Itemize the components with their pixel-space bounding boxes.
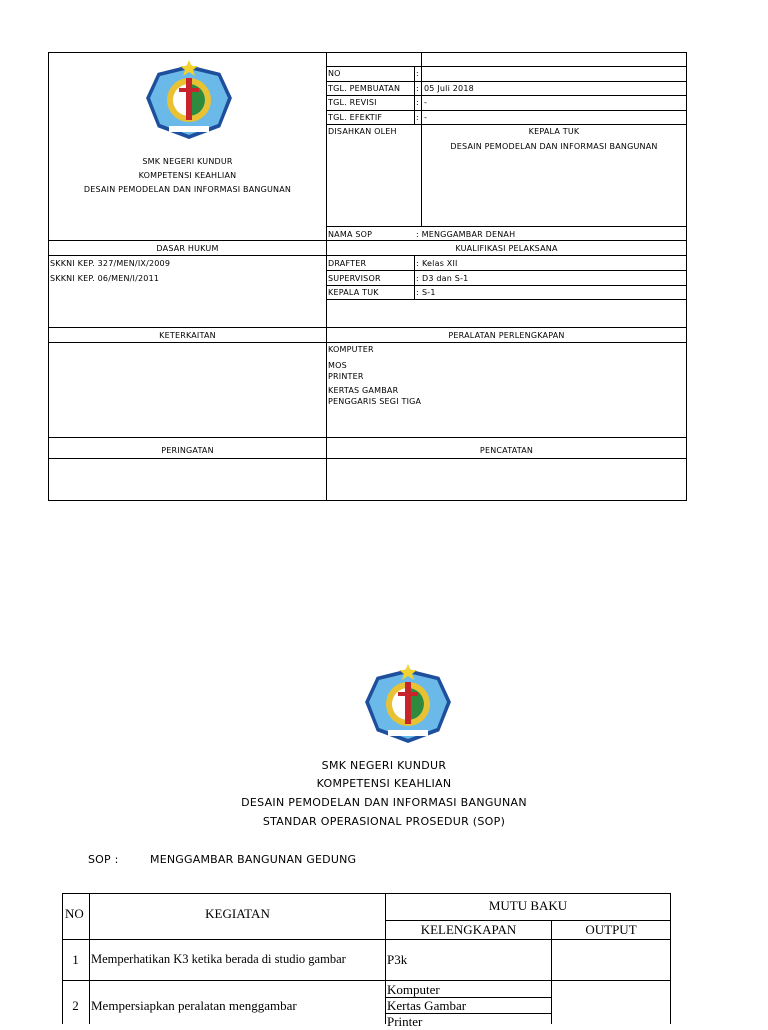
created-label: TGL. PEMBUATAN <box>328 84 401 93</box>
equipment-heading: PERALATAN PERLENGKAPAN <box>448 331 565 340</box>
approver-program: DESAIN PEMODELAN DAN INFORMASI BANGUNAN <box>450 142 658 151</box>
linkage-heading: KETERKAITAN <box>159 331 216 340</box>
school-logo <box>141 58 237 144</box>
legal-basis-heading: DASAR HUKUM <box>156 244 219 253</box>
qual-value: D3 dan S-1 <box>422 274 469 283</box>
program-name: DESAIN PEMODELAN DAN INFORMASI BANGUNAN <box>241 796 527 809</box>
legal-item: SKKNI KEP. 06/MEN/I/2011 <box>50 274 160 283</box>
sop-name-label: NAMA SOP <box>328 230 373 239</box>
revised-value: - <box>424 98 428 107</box>
effective-colon: : <box>416 113 419 122</box>
row-no: 1 <box>72 952 79 967</box>
row-equipment: P3k <box>387 952 408 967</box>
col-quality-header: MUTU BAKU <box>488 898 568 913</box>
revised-colon: : <box>416 98 419 107</box>
equipment-item: MOS <box>328 361 347 370</box>
col-no-header: NO <box>65 906 84 921</box>
school-name: SMK NEGERI KUNDUR <box>321 759 447 772</box>
col-output-header: OUTPUT <box>585 922 637 937</box>
qual-role: SUPERVISOR <box>328 274 381 283</box>
row-no: 2 <box>72 998 79 1013</box>
school-name: SMK NEGERI KUNDUR <box>142 157 233 166</box>
qual-role: KEPALA TUK <box>328 288 379 297</box>
created-colon: : <box>416 84 419 93</box>
equipment-item: PENGGARIS SEGI TIGA <box>328 397 422 406</box>
qual-value: S-1 <box>422 288 436 297</box>
revised-label: TGL. REVISI <box>328 98 377 107</box>
no-label: NO <box>328 69 341 78</box>
recording-heading: PENCATATAN <box>479 446 534 455</box>
row-equipment: Printer <box>387 1014 423 1029</box>
created-value: 05 Juli 2018 <box>424 84 474 93</box>
effective-value: - <box>424 113 428 122</box>
qualification-heading: KUALIFIKASI PELAKSANA <box>455 244 558 253</box>
competency-label: KOMPETENSI KEAHLIAN <box>316 777 452 790</box>
qual-colon: : <box>416 288 419 297</box>
row-activity: Memperhatikan K3 ketika berada di studio gambar <box>91 952 346 966</box>
effective-label: TGL. EFEKTIF <box>328 113 383 122</box>
no-colon: : <box>416 69 419 78</box>
qual-colon: : <box>416 259 419 268</box>
qual-value: Kelas XII <box>422 259 458 268</box>
school-logo <box>360 660 456 750</box>
row-activity: Mempersiapkan peralatan menggambar <box>91 998 297 1013</box>
equipment-item: KOMPUTER <box>328 345 374 354</box>
qual-colon: : <box>416 274 419 283</box>
col-activity-header: KEGIATAN <box>205 906 270 921</box>
program-name: DESAIN PEMODELAN DAN INFORMASI BANGUNAN <box>83 185 292 194</box>
approver-title: KEPALA TUK <box>528 127 580 136</box>
sop-label: SOP : <box>88 853 119 866</box>
warning-heading: PERINGATAN <box>161 446 214 455</box>
competency-label: KOMPETENSI KEAHLIAN <box>138 171 237 180</box>
sop-name-value: : MENGGAMBAR DENAH <box>416 230 516 239</box>
sop-value: MENGGAMBAR BANGUNAN GEDUNG <box>150 853 357 866</box>
qual-role: DRAFTER <box>328 259 367 268</box>
equipment-item: KERTAS GAMBAR <box>328 386 399 395</box>
sop-title: STANDAR OPERASIONAL PROSEDUR (SOP) <box>262 815 506 828</box>
approved-label: DISAHKAN OLEH <box>328 127 397 136</box>
row-equipment: Kertas Gambar <box>387 998 467 1013</box>
col-equipment-header: KELENGKAPAN <box>420 922 517 937</box>
row-equipment: Komputer <box>387 982 440 997</box>
legal-item: SKKNI KEP. 327/MEN/IX/2009 <box>50 259 171 268</box>
equipment-item: PRINTER <box>328 372 364 381</box>
